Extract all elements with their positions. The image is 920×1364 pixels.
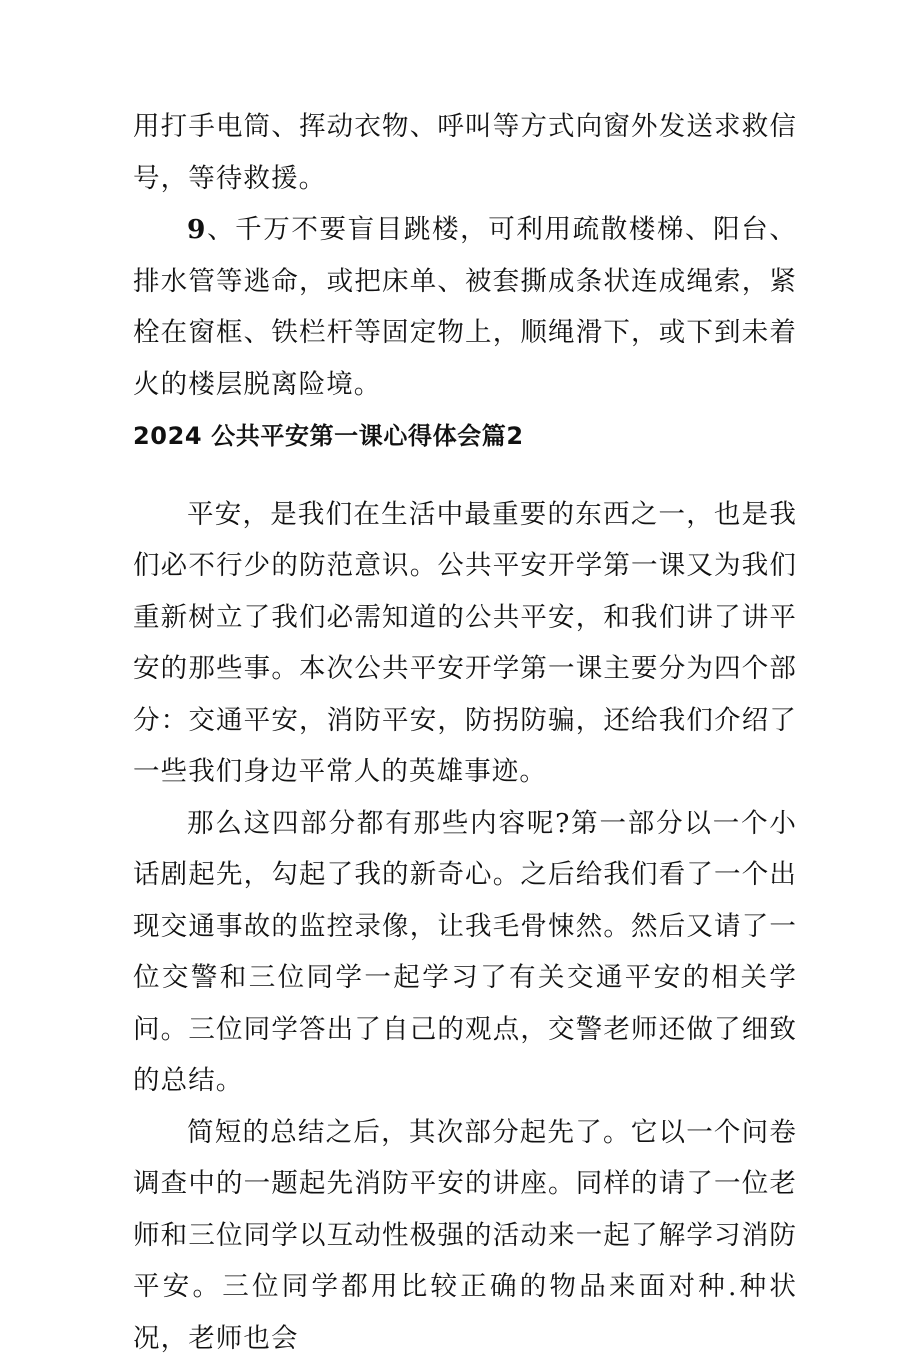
paragraph-body-3: 简短的总结之后，其次部分起先了。它以一个问卷调查中的一题起先消防平安的讲座。同样的请了一位老师和三位同学以互动性极强的活动来一起了解学习消防平安。三位同学都用比较正确的物品来面对种.种状况，老师也会 — [133, 1107, 797, 1364]
section-heading — [133, 410, 797, 489]
item-text: 、千万不要盲目跳楼，可利用疏散楼梯、阳台、排水管等逃命，或把床单、被套撕成条状连成绳索，紧栓在窗框、铁栏杆等固定物上，顺绳滑下，或下到未着火的楼层脱离险境。 — [133, 214, 797, 400]
item-number: 9 — [187, 214, 207, 245]
document-body — [133, 101, 797, 1364]
paragraph-item-9 — [133, 204, 797, 410]
heading-number: 2 — [506, 422, 523, 450]
paragraph-body-2: 那么这四部分都有那些内容呢?第一部分以一个小话剧起先，勾起了我的新奇心。之后给我们看了一个出现交通事故的监控录像，让我毛骨悚然。然后又请了一位交警和三位同学一起学习了有关交通平安的相关学问。三位同学答出了自己的观点，交警老师还做了细致的总结。 — [133, 798, 797, 1107]
heading-title: 公共平安第一课心得体会篇 — [211, 422, 506, 450]
paragraph-continuation: 用打手电筒、挥动衣物、呼叫等方式向窗外发送求救信号，等待救援。 — [133, 101, 797, 204]
heading-year: 2024 — [133, 422, 202, 450]
paragraph-body-1: 平安，是我们在生活中最重要的东西之一，也是我们必不行少的防范意识。公共平安开学第一课又为我们重新树立了我们必需知道的公共平安，和我们讲了讲平安的那些事。本次公共平安开学第一课主要分为四个部分：交通平安，消防平安，防拐防骗，还给我们介绍了一些我们身边平常人的英雄事迹。 — [133, 489, 797, 798]
